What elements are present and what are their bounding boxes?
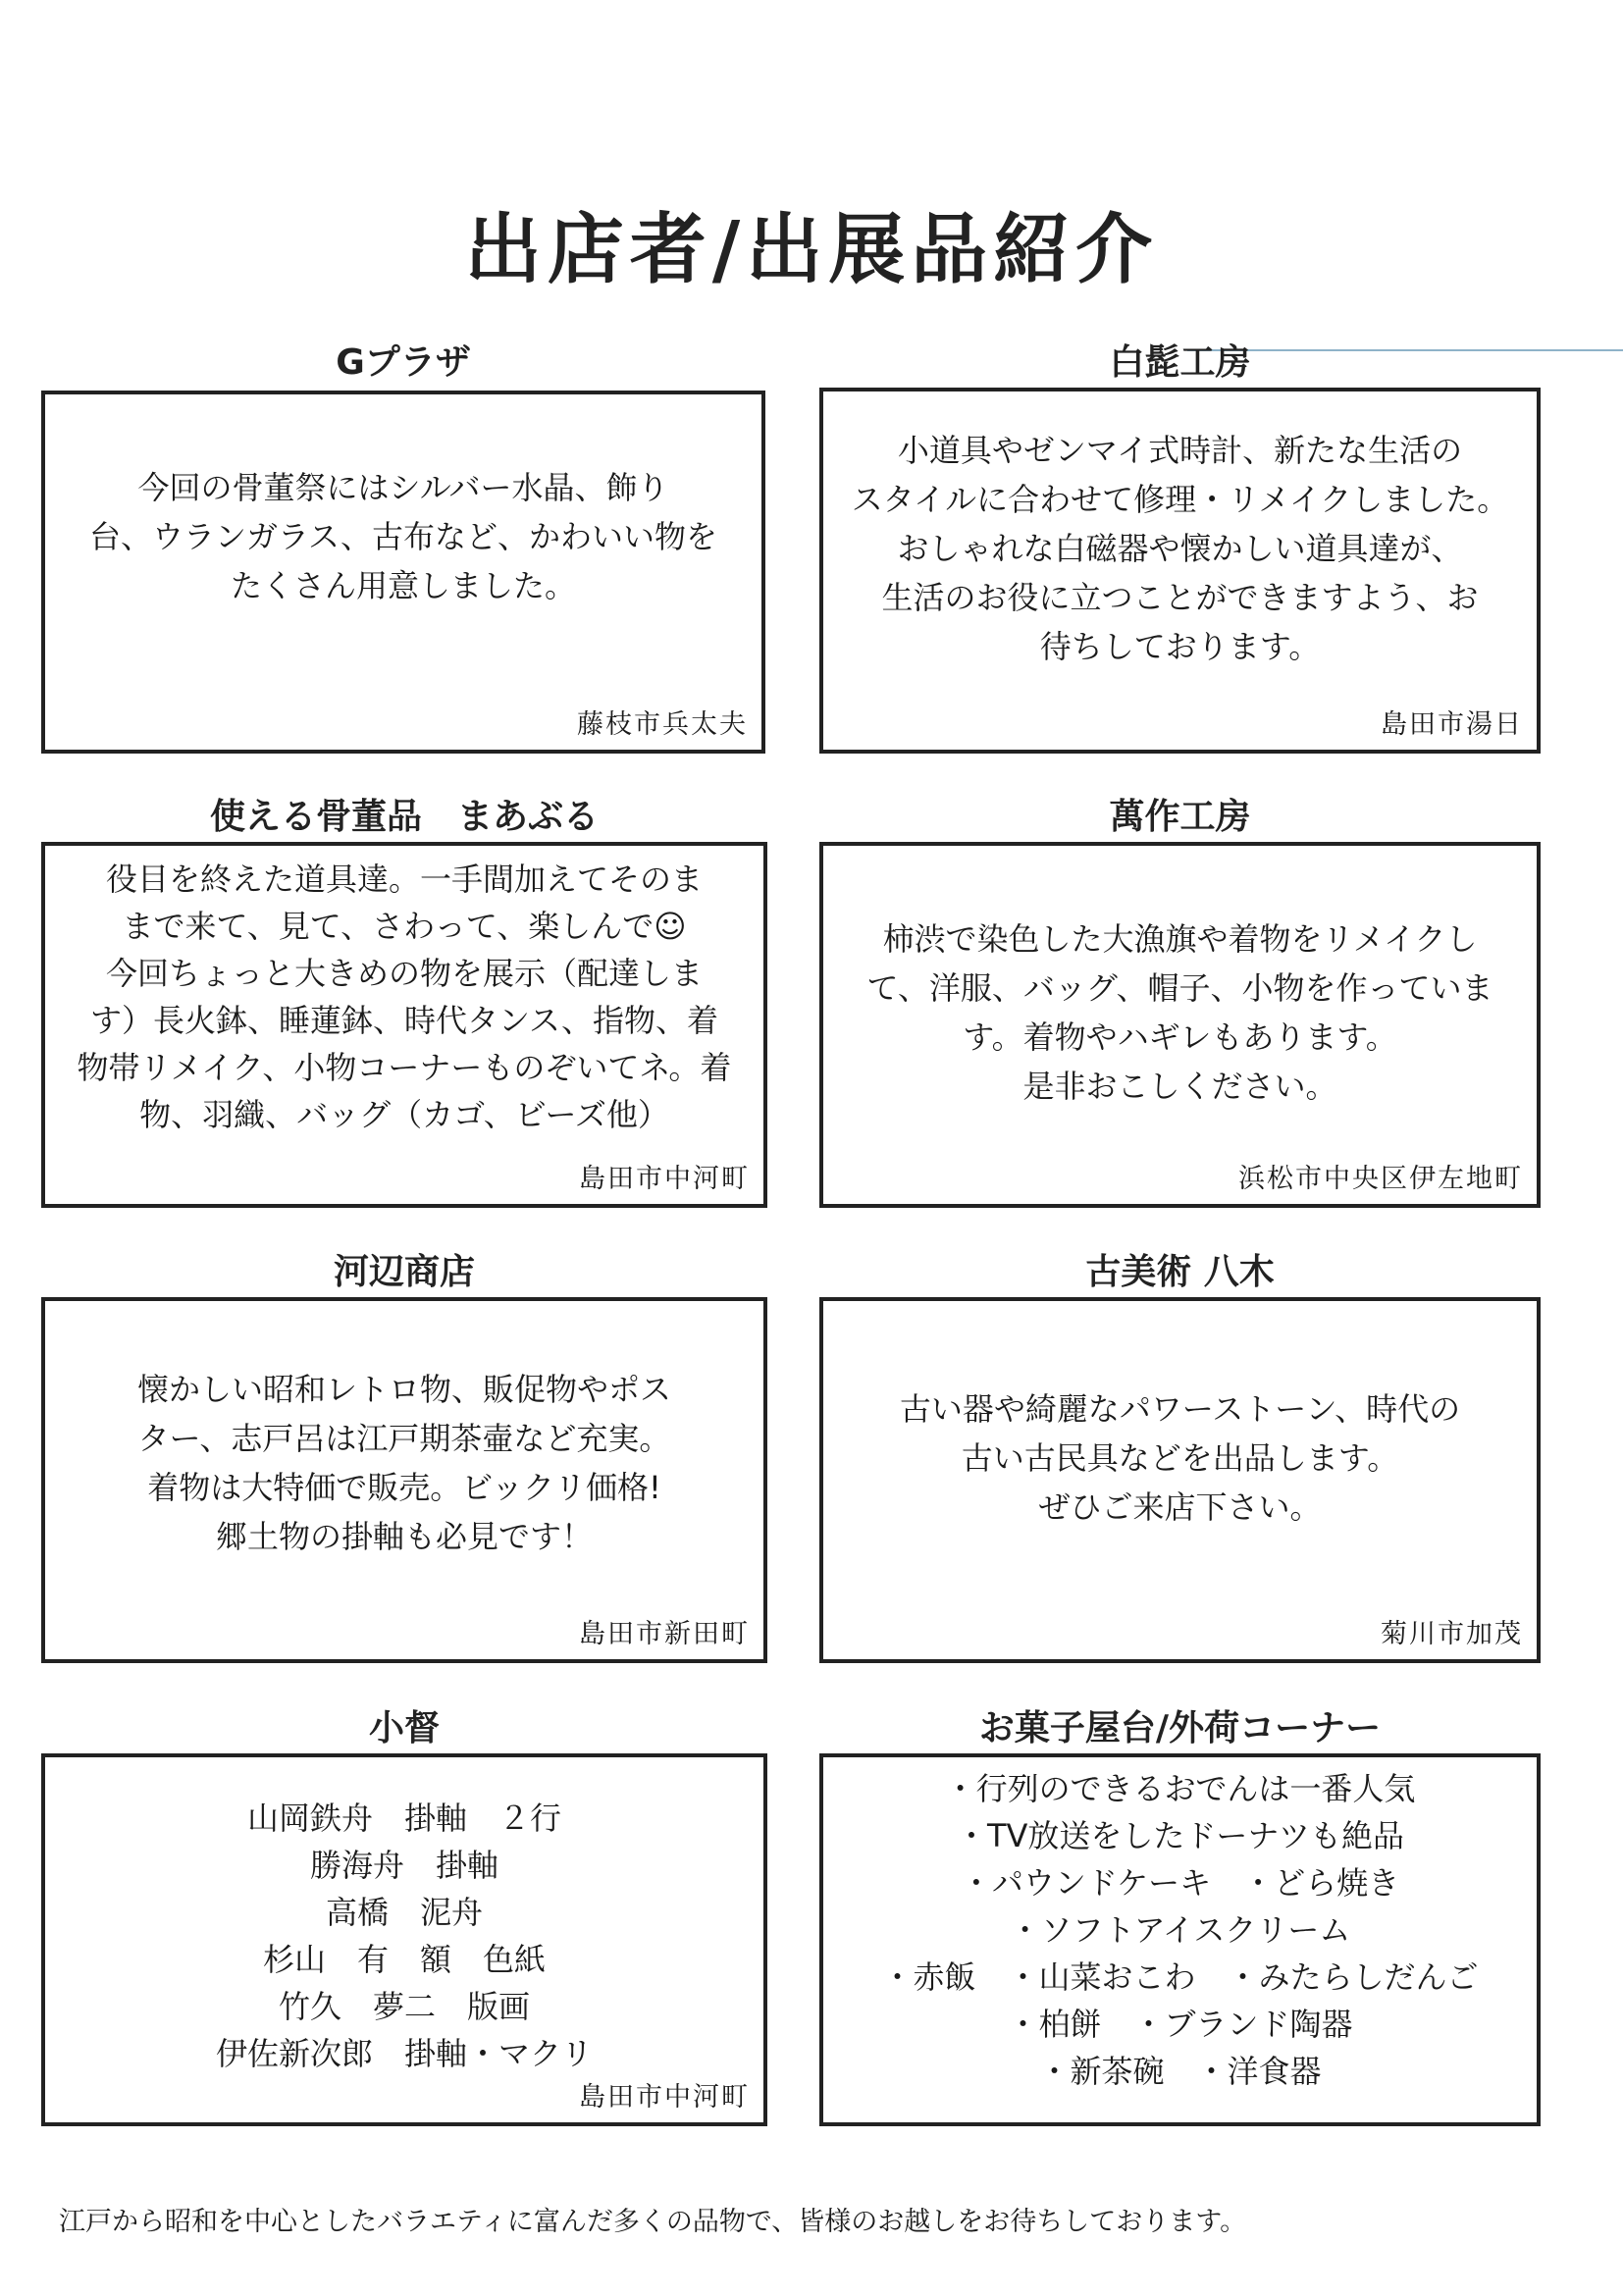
description-line: す。着物やハギレもあります。 bbox=[963, 1018, 1397, 1056]
section-heading-okashi-yatai: お菓子屋台/外荷コーナー bbox=[978, 1708, 1382, 1748]
description-line: 物、羽織、バッグ（カゴ、ビーズ他） bbox=[139, 1096, 669, 1133]
section-box-g-plaza bbox=[41, 391, 765, 754]
description-line: たくさん用意しました。 bbox=[230, 567, 576, 604]
description-line: まで来て、見て、さわって、楽しんで☺ bbox=[122, 908, 687, 945]
section-description bbox=[837, 426, 1523, 671]
section-location: 島田市中河町 bbox=[579, 1164, 750, 1194]
description-line: 是非おこしください。 bbox=[1022, 1068, 1337, 1105]
section-description bbox=[837, 1765, 1523, 2095]
section-heading-mansaku-kobo: 萬作工房 bbox=[1109, 797, 1251, 837]
section-description bbox=[59, 1365, 750, 1561]
section-box-maaburu bbox=[41, 842, 767, 1208]
description-line: ・柏餅 ・ブランド陶器 bbox=[1007, 2006, 1353, 2043]
description-line: 物帯リメイク、小物コーナーものぞいてネ。着 bbox=[77, 1049, 732, 1086]
section-description bbox=[59, 1795, 750, 2077]
section-heading-kobijutsu-yagi: 古美術 八木 bbox=[1085, 1252, 1275, 1292]
section-description bbox=[59, 856, 750, 1138]
section-box-kawabe-shoten bbox=[41, 1297, 767, 1663]
description-line: スタイルに合わせて修理・リメイクしました。 bbox=[851, 481, 1509, 518]
description-line: 高橋 泥舟 bbox=[325, 1894, 483, 1931]
description-line: 待ちしております。 bbox=[1039, 628, 1321, 665]
section-description bbox=[59, 463, 748, 610]
section-heading-kogou: 小督 bbox=[368, 1708, 440, 1748]
description-line: ター、志戸呂は江戸期茶壷など充実。 bbox=[137, 1420, 671, 1457]
description-line: す）長火鉢、睡蓮鉢、時代タンス、指物、着 bbox=[89, 1002, 718, 1039]
description-line: 懐かしい昭和レトロ物、販促物やポス bbox=[136, 1371, 671, 1408]
description-line: 伊佐新次郎 掛軸・マクリ bbox=[215, 2035, 593, 2072]
description-line: ・行列のできるおでんは一番人気 bbox=[944, 1770, 1416, 1807]
description-line: ・ソフトアイスクリーム bbox=[1009, 1911, 1351, 1949]
section-box-hakushi-kobo bbox=[819, 388, 1541, 754]
description-line: 山岡鉄舟 掛軸 ２行 bbox=[246, 1800, 561, 1837]
section-heading-maaburu: 使える骨董品 まあぶる bbox=[209, 797, 599, 837]
section-description bbox=[837, 1384, 1523, 1532]
description-line: 古い器や綺麗なパワーストーン、時代の bbox=[899, 1390, 1461, 1428]
description-line: 勝海舟 掛軸 bbox=[309, 1847, 498, 1884]
section-heading-g-plaza: Gプラザ bbox=[336, 342, 471, 383]
section-box-okashi-yatai bbox=[819, 1753, 1541, 2126]
section-heading-kawabe-shoten: 河辺商店 bbox=[333, 1252, 475, 1292]
footer-note: 江戸から昭和を中心としたバラエティに富んだ多くの品物で、皆様のお越しをお待ちしております。 bbox=[59, 2207, 1247, 2237]
description-line: 郷土物の掛軸も必見です！ bbox=[215, 1518, 593, 1555]
section-heading-hakushi-kobo: 白髭工房 bbox=[1109, 342, 1251, 383]
section-box-mansaku-kobo bbox=[819, 842, 1541, 1208]
description-line: 役目を終えた道具達。一手間加えてそのま bbox=[105, 861, 703, 898]
section-box-kogou bbox=[41, 1753, 767, 2126]
description-line: ・新茶碗 ・洋食器 bbox=[1038, 2053, 1322, 2090]
description-line: 竹久 夢二 版画 bbox=[278, 1988, 530, 2025]
description-line: 台、ウランガラス、古布など、かわいい物を bbox=[88, 518, 717, 555]
description-line: 生活のお役に立つことができますよう、お bbox=[881, 579, 1479, 616]
description-line: 杉山 有 額 色紙 bbox=[262, 1941, 546, 1978]
section-location: 菊川市加茂 bbox=[1381, 1619, 1523, 1649]
description-line: 今回ちょっと大きめの物を展示（配達しま bbox=[105, 955, 703, 992]
description-line: ・パウンドケーキ ・どら焼き bbox=[960, 1864, 1400, 1902]
description-line: ・TV放送をしたドーナツも絶品 bbox=[955, 1817, 1405, 1854]
description-line: おしゃれな白磁器や懐かしい道具達が、 bbox=[897, 530, 1463, 567]
section-description bbox=[837, 914, 1523, 1111]
section-location: 島田市新田町 bbox=[579, 1619, 750, 1649]
description-line: 着物は大特価で販売。ビックリ価格! bbox=[147, 1469, 661, 1506]
description-line: ぜひご来店下さい。 bbox=[1038, 1488, 1322, 1526]
section-location: 浜松市中央区伊左地町 bbox=[1238, 1164, 1523, 1194]
description-line: て、洋服、バッグ、帽子、小物を作っていま bbox=[866, 969, 1493, 1007]
section-location: 島田市中河町 bbox=[579, 2082, 750, 2113]
description-line: 古い古民具などを出品します。 bbox=[961, 1439, 1399, 1477]
section-box-kobijutsu-yagi bbox=[819, 1297, 1541, 1663]
section-location: 藤枝市兵太夫 bbox=[577, 709, 748, 740]
description-line: ・赤飯 ・山菜おこわ ・みたらしだんご bbox=[881, 1958, 1479, 1996]
description-line: 小道具やゼンマイ式時計、新たな生活の bbox=[897, 432, 1463, 469]
page-title: 出店者/出展品紹介 bbox=[464, 206, 1159, 294]
description-line: 柿渋で染色した大漁旗や着物をリメイクし bbox=[882, 920, 1478, 958]
description-line: 今回の骨董祭にはシルバー水晶、飾り bbox=[137, 469, 669, 506]
section-location: 島田市湯日 bbox=[1381, 709, 1523, 740]
